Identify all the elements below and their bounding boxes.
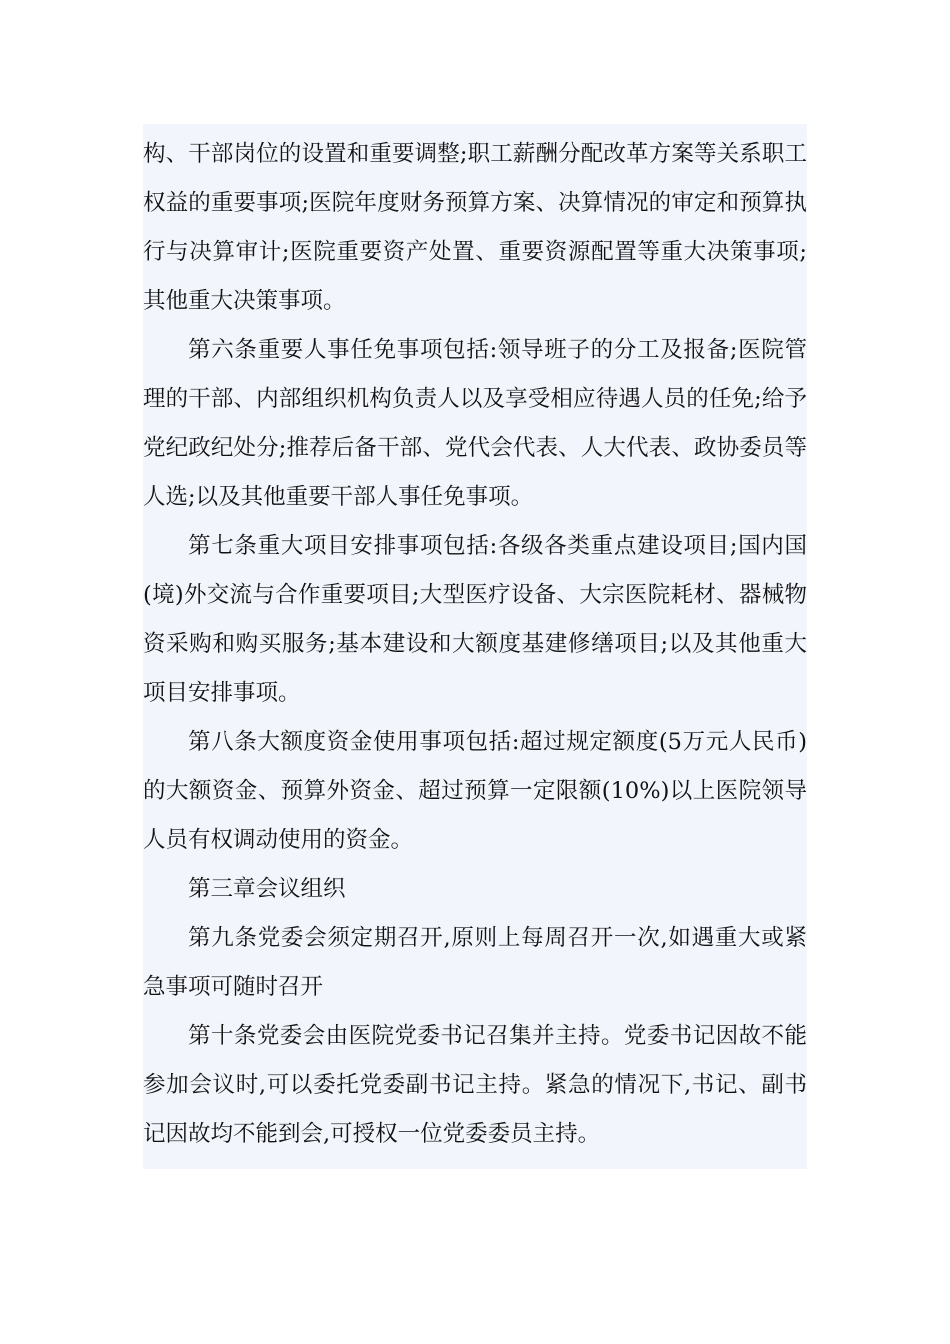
paragraph-article-7: 第七条重大项目安排事项包括:各级各类重点建设项目;国内国(境)外交流与合作重要项目;大型医疗设备、大宗医院耗材、器械物资采购和购买服务;基本建设和大额度基建修缮项目;以及其他重大项目安排事项。 [143,533,807,706]
document-text-block [143,124,807,1169]
paragraph-article-10: 第十条党委会由医院党委书记召集并主持。党委书记因故不能参加会议时,可以委托党委副书记主持。紧急的情况下,书记、副书记因故均不能到会,可授权一位党委委员主持。 [143,1023,807,1147]
paragraph-continuation: 构、干部岗位的设置和重要调整;职工薪酬分配改革方案等关系职工权益的重要事项;医院年度财务预算方案、决算情况的审定和预算执行与决算审计;医院重要资产处置、重要资源配置等重大决策事项;其他重大决策事项。 [143,141,807,314]
paragraph-article-9: 第九条党委会须定期召开,原则上每周召开一次,如遇重大或紧急事项可随时召开 [143,925,807,1000]
chapter-heading: 第三章会议组织 [188,876,346,902]
paragraph-article-6: 第六条重要人事任免事项包括:领导班子的分工及报备;医院管理的干部、内部组织机构负责人以及享受相应待遇人员的任免;给予党纪政纪处分;推荐后备干部、党代会代表、人大代表、政协委员等人选;以及其他重要干部人事任免事项。 [143,337,807,510]
paragraph-article-8: 第八条大额度资金使用事项包括:超过规定额度(5万元人民币)的大额资金、预算外资金、超过预算一定限额(10%)以上医院领导人员有权调动使用的资金。 [143,729,807,853]
